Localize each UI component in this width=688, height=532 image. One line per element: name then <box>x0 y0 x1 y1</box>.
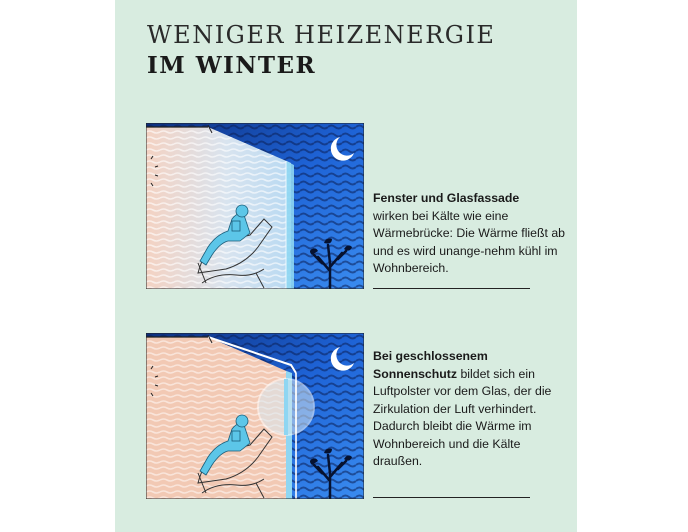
illustration-closed-shade <box>146 333 364 499</box>
caption-heading: Fenster und Glasfassade <box>373 191 520 205</box>
illustration-open-window <box>146 123 364 289</box>
caption-heading: Bei geschlossenem Sonnenschutz <box>373 349 488 381</box>
caption-window-heat-loss <box>373 190 569 278</box>
caption-sun-shade <box>373 348 569 471</box>
caption-body: wirken bei Kälte wie eine Wärmebrücke: Die Wärme fließt ab und es wird unange-nehm kühl im Wohnbereich. <box>373 208 566 275</box>
page-title-line2: IM WINTER <box>147 52 317 79</box>
divider <box>373 497 530 498</box>
divider <box>373 288 530 289</box>
caption-body: bildet sich ein Luftpolster vor dem Glas, der die Zirkulation der Luft verhindert. Dadurch bleibt die Wärme im Wohnbereich und die Kälte draußen. <box>373 366 552 468</box>
page-title-line1: WENIGER HEIZENERGIE <box>147 21 496 49</box>
